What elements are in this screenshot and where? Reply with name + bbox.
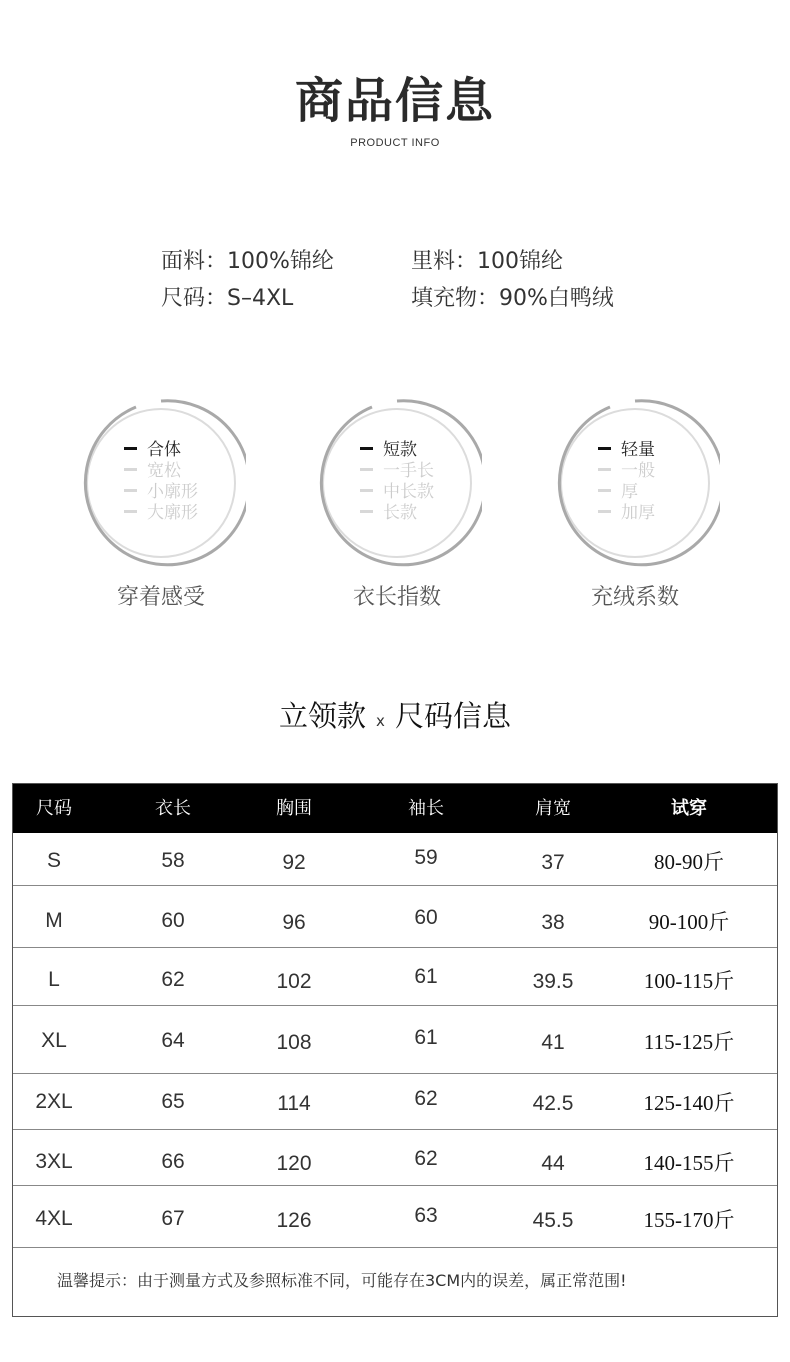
dial-option bbox=[360, 482, 434, 503]
dial-options bbox=[124, 440, 198, 524]
dial-option bbox=[124, 482, 198, 503]
table-cell: 100-115斤 bbox=[643, 969, 735, 993]
dial-option bbox=[124, 503, 198, 524]
table-cell: 115-125斤 bbox=[643, 1030, 735, 1054]
dash-icon bbox=[124, 489, 137, 492]
size-section-title bbox=[0, 694, 790, 735]
table-cell: 63 bbox=[414, 1204, 438, 1227]
dial-options bbox=[598, 440, 655, 524]
dial-option bbox=[598, 482, 655, 503]
table-cell: 90-100斤 bbox=[648, 910, 730, 934]
dial-option-label: 大廓形 bbox=[147, 503, 198, 523]
page-title: 商品信息 bbox=[294, 73, 495, 129]
dial-label: 充绒系数 bbox=[590, 585, 679, 610]
table-cell: 44 bbox=[541, 1152, 565, 1175]
dial-option bbox=[360, 461, 434, 482]
table-row bbox=[13, 1129, 777, 1186]
dial-option bbox=[360, 503, 434, 524]
dial-1 bbox=[312, 398, 482, 610]
dial-option bbox=[598, 440, 655, 461]
table-cell: 2XL bbox=[35, 1090, 73, 1113]
table-header bbox=[13, 784, 777, 833]
table-cell: 61 bbox=[414, 1026, 438, 1049]
dash-icon bbox=[124, 468, 137, 471]
table-cell: 37 bbox=[541, 851, 565, 874]
column-header: 试穿 bbox=[671, 798, 707, 819]
table-cell: 80-90斤 bbox=[654, 850, 724, 874]
dial-option bbox=[360, 440, 434, 461]
dial-option-label: 一般 bbox=[621, 461, 655, 481]
table-cell: 39.5 bbox=[532, 970, 574, 993]
table-cell: 3XL bbox=[35, 1150, 73, 1173]
table-row bbox=[13, 947, 777, 1006]
table-cell: 126 bbox=[276, 1209, 312, 1232]
table-cell: S bbox=[46, 849, 61, 872]
table-cell: 38 bbox=[541, 911, 565, 934]
style-name: 立领款 bbox=[279, 699, 367, 733]
dial-2 bbox=[550, 398, 720, 610]
dial-label: 穿着感受 bbox=[116, 585, 205, 610]
dial-label: 衣长指数 bbox=[352, 585, 441, 610]
table-cell: 42.5 bbox=[532, 1092, 574, 1115]
table-row bbox=[13, 833, 777, 886]
spec-lining: 里料：100锦纶 bbox=[411, 249, 563, 274]
table-cell: 62 bbox=[414, 1147, 438, 1170]
dash-icon bbox=[360, 468, 373, 471]
dial-option-label: 合体 bbox=[147, 440, 181, 460]
dial-option-label: 轻量 bbox=[621, 440, 655, 460]
column-header: 袖长 bbox=[408, 798, 444, 819]
table-cell: 120 bbox=[276, 1152, 312, 1175]
dial-option-label: 加厚 bbox=[621, 503, 655, 523]
spec-filling: 填充物：90%白鸭绒 bbox=[411, 286, 614, 311]
spec-size: 尺码：S–4XL bbox=[161, 286, 294, 311]
dash-icon bbox=[598, 447, 611, 450]
dial-option-label: 一手长 bbox=[383, 461, 434, 481]
table-cell: 125-140斤 bbox=[643, 1091, 735, 1115]
table-cell: 64 bbox=[161, 1029, 185, 1052]
table-cell: 155-170斤 bbox=[643, 1208, 735, 1232]
dash-icon bbox=[598, 489, 611, 492]
spec-fabric: 面料：100%锦纶 bbox=[161, 249, 334, 274]
table-cell: 114 bbox=[277, 1092, 311, 1115]
table-row bbox=[13, 1073, 777, 1130]
table-cell: 62 bbox=[414, 1087, 438, 1110]
table-cell: 96 bbox=[282, 911, 306, 934]
table-cell: 92 bbox=[282, 851, 306, 874]
separator: x bbox=[376, 712, 385, 730]
table-cell: 61 bbox=[414, 965, 438, 988]
table-cell: 60 bbox=[414, 906, 438, 929]
table-cell: L bbox=[48, 968, 60, 991]
measurement-note: 温馨提示：由于测量方式及参照标准不同，可能存在3CM内的误差，属正常范围! bbox=[57, 1271, 627, 1290]
table-cell: 60 bbox=[161, 909, 185, 932]
table-cell: 66 bbox=[161, 1150, 185, 1173]
dial-option-label: 短款 bbox=[383, 440, 417, 460]
size-table bbox=[12, 783, 778, 1317]
size-info-title: 尺码信息 bbox=[394, 699, 511, 733]
dash-icon bbox=[360, 510, 373, 513]
dial-0 bbox=[76, 398, 246, 610]
table-cell: 58 bbox=[161, 849, 185, 872]
dash-icon bbox=[598, 468, 611, 471]
dash-icon bbox=[124, 510, 137, 513]
dash-icon bbox=[598, 510, 611, 513]
dial-option bbox=[124, 440, 198, 461]
column-header: 尺码 bbox=[36, 798, 72, 819]
dash-icon bbox=[360, 447, 373, 450]
dial-option-label: 长款 bbox=[383, 503, 417, 523]
table-cell: 140-155斤 bbox=[643, 1151, 735, 1175]
table-cell: 102 bbox=[276, 970, 312, 993]
table-cell: 108 bbox=[276, 1031, 312, 1054]
table-cell: 41 bbox=[541, 1031, 565, 1054]
column-header: 衣长 bbox=[155, 798, 191, 819]
table-cell: 65 bbox=[161, 1090, 185, 1113]
dial-options bbox=[360, 440, 434, 524]
table-row bbox=[13, 1005, 777, 1074]
table-cell: 45.5 bbox=[532, 1209, 574, 1232]
dial-option-label: 中长款 bbox=[383, 482, 434, 502]
dial-option bbox=[598, 461, 655, 482]
column-header: 胸围 bbox=[276, 798, 312, 819]
table-cell: 62 bbox=[161, 968, 185, 991]
dial-option-label: 厚 bbox=[621, 482, 638, 502]
dial-option-label: 小廓形 bbox=[147, 482, 198, 502]
column-header: 肩宽 bbox=[535, 798, 571, 819]
dial-option bbox=[598, 503, 655, 524]
page-subtitle: PRODUCT INFO bbox=[350, 137, 440, 149]
table-row bbox=[13, 885, 777, 948]
dial-option-label: 宽松 bbox=[147, 461, 181, 481]
table-cell: XL bbox=[41, 1029, 67, 1052]
dash-icon bbox=[124, 447, 137, 450]
table-row bbox=[13, 1185, 777, 1248]
table-cell: 67 bbox=[161, 1207, 185, 1230]
dash-icon bbox=[360, 489, 373, 492]
table-cell: 4XL bbox=[35, 1207, 73, 1230]
dial-option bbox=[124, 461, 198, 482]
table-cell: M bbox=[45, 909, 63, 932]
table-cell: 59 bbox=[414, 846, 438, 869]
